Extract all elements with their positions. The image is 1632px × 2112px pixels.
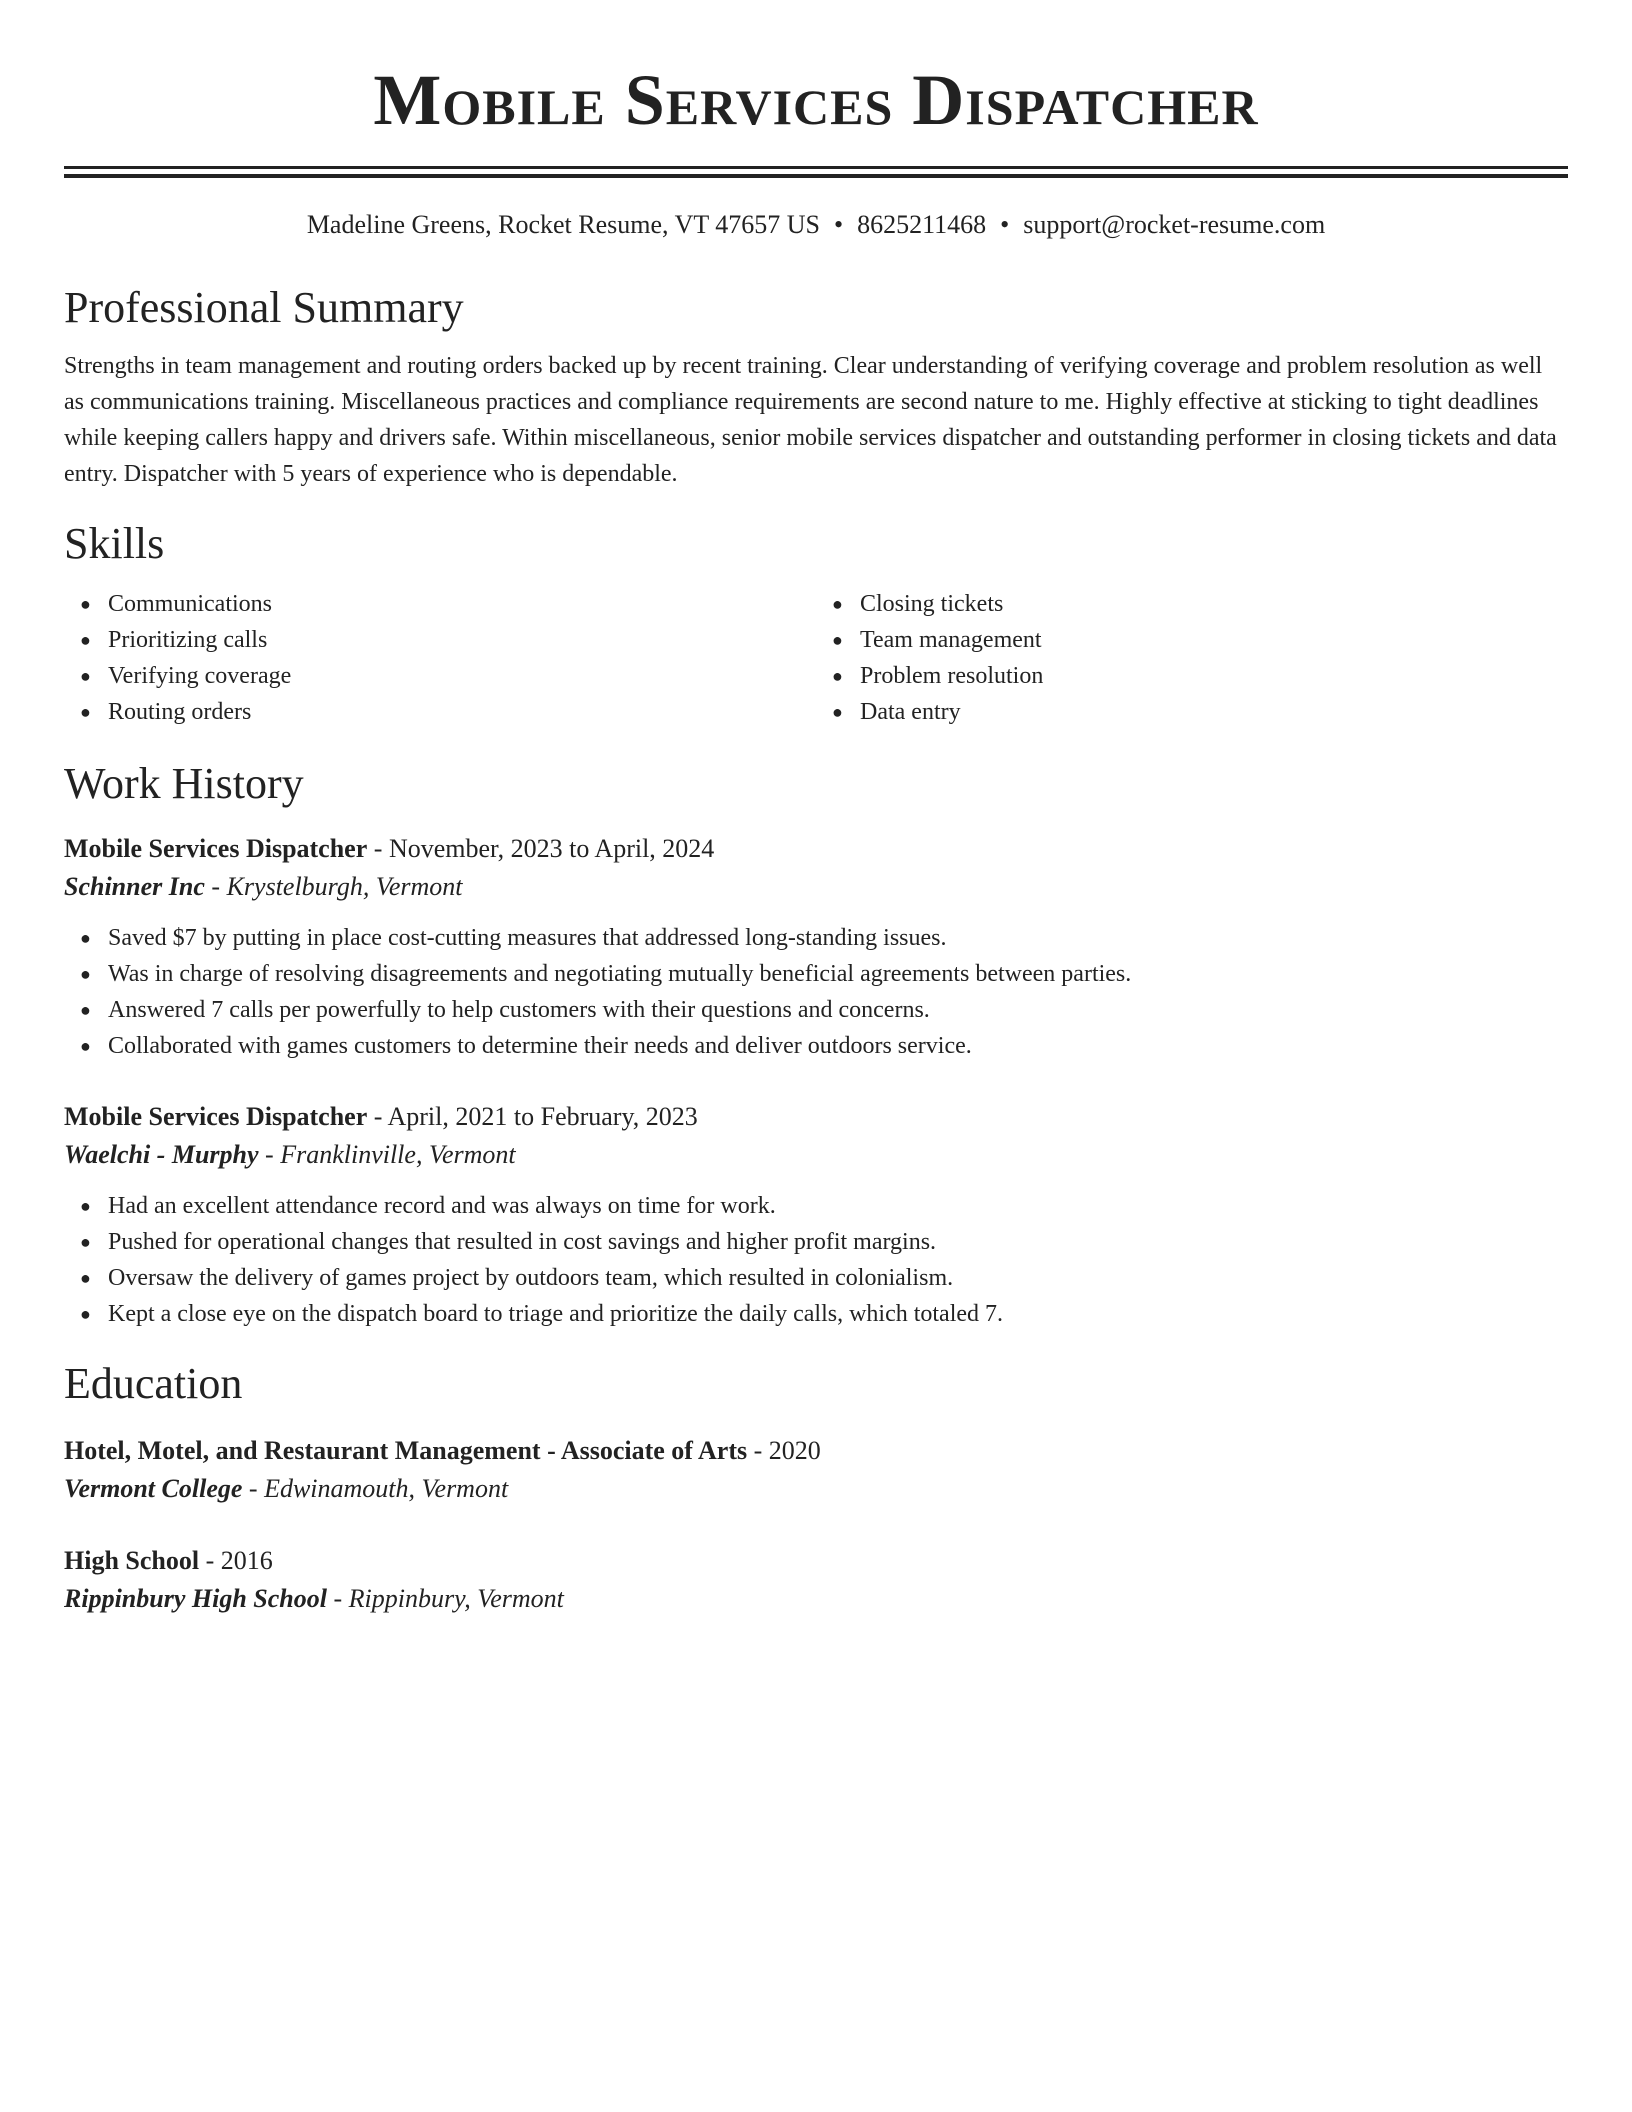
bullet-icon: ●: [80, 1304, 91, 1324]
skills-heading: Skills: [64, 519, 165, 568]
job-bullet-item: [80, 920, 1568, 956]
skill-label: Prioritizing calls: [108, 627, 268, 653]
summary-heading: Professional Summary: [64, 283, 464, 332]
work-history-section: [64, 758, 1568, 1332]
skill-label: Closing tickets: [860, 591, 1004, 617]
bullet-icon: ●: [832, 702, 843, 722]
job-employer: Waelchi - Murphy - Franklinville, Vermont: [64, 1140, 516, 1169]
job-role: Mobile Services Dispatcher: [64, 1102, 368, 1131]
title-double-rule: [64, 166, 1568, 178]
skill-item: [80, 694, 816, 730]
bullet-icon: ●: [80, 928, 91, 948]
skill-label: Routing orders: [108, 699, 252, 725]
bullet-icon: ●: [80, 630, 91, 650]
job-bullet-item: [80, 1296, 1568, 1332]
skill-label: Verifying coverage: [108, 663, 292, 689]
job-dates: April, 2021 to February, 2023: [387, 1102, 698, 1131]
job-location: Krystelburgh, Vermont: [226, 872, 463, 901]
job-employer: Schinner Inc - Krystelburgh, Vermont: [64, 872, 463, 901]
education-school: Vermont College: [64, 1474, 243, 1503]
job-bullet-text: Collaborated with games customers to determine their needs and deliver outdoors service.: [108, 1033, 972, 1059]
education-section: [64, 1358, 1568, 1618]
education-header: High School - 2016: [64, 1546, 273, 1575]
job-bullet-text: Was in charge of resolving disagreements and negotiating mutually beneficial agreements between parties.: [108, 961, 1132, 987]
education-school: Rippinbury High School: [64, 1584, 327, 1613]
bullet-icon: ●: [832, 594, 843, 614]
bullet-icon: ●: [80, 1232, 91, 1252]
bullet-icon: ●: [80, 594, 91, 614]
bullet-icon: ●: [832, 630, 843, 650]
contact-email: support@rocket-resume.com: [1023, 210, 1326, 239]
job-bullet-text: Pushed for operational changes that resulted in cost savings and higher profit margins.: [108, 1229, 937, 1255]
education-degree: Hotel, Motel, and Restaurant Management - Associate of Arts: [64, 1436, 748, 1465]
job-bullet-text: Answered 7 calls per powerfully to help customers with their questions and concerns.: [108, 997, 930, 1023]
education-location: Rippinbury, Vermont: [348, 1584, 564, 1613]
skills-section: [64, 518, 1568, 730]
bullet-icon: ●: [80, 1268, 91, 1288]
job-location: Franklinville, Vermont: [280, 1140, 516, 1169]
education-entry: [64, 1542, 1568, 1618]
job-dates: November, 2023 to April, 2024: [388, 834, 715, 863]
bullet-icon: ●: [80, 964, 91, 984]
skills-right-list: [816, 586, 1568, 730]
contact-separator: •: [834, 210, 844, 239]
job-bullet-item: [80, 1260, 1568, 1296]
skill-label: Team management: [860, 627, 1042, 653]
skill-item: [80, 586, 816, 622]
summary-text: Strengths in team management and routing orders backed up by recent training. Clear understanding of verifying coverage and problem resolution as well as communications training. Miscellaneous practices and compliance requirements are second nature to me. Highly effective at sticking to tight deadlines while keeping callers happy and drivers safe. Within miscellaneous, senior mobile services dispatcher and outstanding performer in closing tickets and data entry. Dispatcher with 5 years of experience who is dependable.: [64, 353, 1557, 487]
bullet-icon: ●: [80, 1036, 91, 1056]
contact-phone: 8625211468: [857, 210, 987, 239]
bullet-icon: ●: [80, 666, 91, 686]
education-degree: High School: [64, 1546, 200, 1575]
education-year: 2016: [220, 1546, 273, 1575]
job-bullet-item: [80, 1224, 1568, 1260]
bullet-icon: ●: [80, 702, 91, 722]
job-bullet-item: [80, 992, 1568, 1028]
contact-address: Madeline Greens, Rocket Resume, VT 47657 US: [306, 210, 820, 239]
job-header: Mobile Services Dispatcher - April, 2021 to February, 2023: [64, 1102, 698, 1131]
work-history-heading: Work History: [64, 759, 304, 808]
skills-left-list: [64, 586, 816, 730]
skill-item: [832, 694, 1568, 730]
education-institution: Vermont College - Edwinamouth, Vermont: [64, 1474, 509, 1503]
job-bullet-item: [80, 1188, 1568, 1224]
skill-item: [832, 658, 1568, 694]
job-role: Mobile Services Dispatcher: [64, 834, 368, 863]
skill-item: [832, 622, 1568, 658]
skills-columns: [64, 586, 1568, 730]
education-year: 2020: [768, 1436, 821, 1465]
skill-label: Problem resolution: [860, 663, 1044, 689]
skill-item: [80, 658, 816, 694]
job-bullet-text: Kept a close eye on the dispatch board to triage and prioritize the daily calls, which totaled 7.: [108, 1301, 1004, 1327]
bullet-icon: ●: [832, 666, 843, 686]
job-bullet-item: [80, 956, 1568, 992]
resume-title: Mobile Services Dispatcher: [373, 60, 1259, 140]
education-institution: Rippinbury High School - Rippinbury, Vermont: [64, 1584, 564, 1613]
contact-separator: •: [1000, 210, 1010, 239]
skill-label: Data entry: [860, 699, 961, 725]
job-bullets: [64, 920, 1568, 1064]
contact-line: [64, 208, 1568, 242]
skill-item: [832, 586, 1568, 622]
job-bullet-text: Saved $7 by putting in place cost-cutting measures that addressed long-standing issues.: [108, 925, 947, 951]
job-header: Mobile Services Dispatcher - November, 2023 to April, 2024: [64, 834, 715, 863]
skill-label: Communications: [108, 591, 272, 617]
education-location: Edwinamouth, Vermont: [264, 1474, 509, 1503]
job-company: Waelchi - Murphy: [64, 1140, 259, 1169]
education-header: Hotel, Motel, and Restaurant Management - Associate of Arts - 2020: [64, 1436, 821, 1465]
job-bullets: [64, 1188, 1568, 1332]
job-bullet-text: Had an excellent attendance record and was always on time for work.: [108, 1193, 776, 1219]
bullet-icon: ●: [80, 1000, 91, 1020]
education-entry: [64, 1432, 1568, 1508]
skill-item: [80, 622, 816, 658]
summary-section: [64, 282, 1568, 492]
job-bullet-item: [80, 1028, 1568, 1064]
job-entry: [64, 830, 1568, 1064]
bullet-icon: ●: [80, 1196, 91, 1216]
education-heading: Education: [64, 1359, 243, 1408]
job-company: Schinner Inc: [64, 872, 205, 901]
job-entry: [64, 1098, 1568, 1332]
job-bullet-text: Oversaw the delivery of games project by outdoors team, which resulted in colonialism.: [108, 1265, 954, 1291]
